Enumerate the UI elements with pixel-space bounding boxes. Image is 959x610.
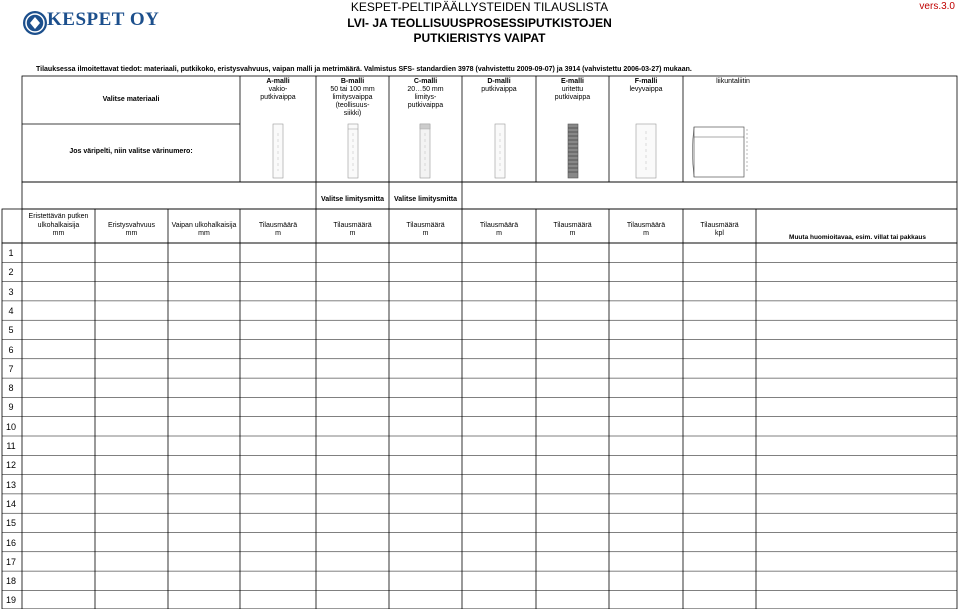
order-cell[interactable]: [609, 475, 683, 494]
order-cell[interactable]: [683, 262, 756, 281]
model-c-desc-2: limitys-: [414, 94, 437, 101]
order-cell[interactable]: [389, 301, 462, 320]
row-number: 18: [5, 576, 16, 587]
order-cell[interactable]: [462, 494, 536, 513]
order-cell[interactable]: [316, 571, 389, 590]
order-cell[interactable]: [683, 571, 756, 590]
order-cell[interactable]: [609, 320, 683, 339]
order-cell[interactable]: [168, 590, 240, 609]
order-cell[interactable]: [22, 320, 95, 339]
order-cell[interactable]: [683, 301, 756, 320]
order-cell[interactable]: [95, 436, 168, 455]
material-label: Valitse materiaali: [102, 96, 160, 103]
order-cell[interactable]: [536, 262, 609, 281]
model-c-desc-3: putkivaippa: [407, 102, 444, 109]
row-number: 5: [8, 325, 14, 336]
model-d-name: D-malli: [487, 78, 511, 85]
order-cell[interactable]: [536, 340, 609, 359]
order-cell[interactable]: [536, 320, 609, 339]
order-cell[interactable]: [536, 436, 609, 455]
order-cell[interactable]: [316, 494, 389, 513]
order-cell[interactable]: [536, 243, 609, 262]
order-cell[interactable]: [462, 590, 536, 609]
model-e-name: E-malli: [561, 78, 584, 85]
column-header-6-l3: m: [422, 230, 429, 237]
order-cell[interactable]: [168, 533, 240, 552]
order-cell[interactable]: [95, 282, 168, 301]
order-cell[interactable]: [536, 282, 609, 301]
order-cell[interactable]: [316, 378, 389, 397]
remarks-cell[interactable]: [756, 455, 957, 474]
order-cell[interactable]: [168, 397, 240, 416]
expansion-joint-icon: [690, 123, 752, 179]
order-cell[interactable]: [536, 533, 609, 552]
model-e-corrugated-pipe-icon: [565, 123, 581, 179]
order-cell[interactable]: [609, 378, 683, 397]
order-cell[interactable]: [536, 475, 609, 494]
order-cell[interactable]: [22, 513, 95, 532]
order-cell[interactable]: [316, 417, 389, 436]
order-cell[interactable]: [240, 552, 316, 571]
order-cell[interactable]: [95, 513, 168, 532]
order-cell[interactable]: [22, 397, 95, 416]
model-c-pipe-icon: [417, 123, 433, 179]
model-f-name: F-malli: [634, 78, 658, 85]
row-number: 7: [8, 363, 14, 374]
order-cell[interactable]: [462, 340, 536, 359]
order-cell[interactable]: [240, 494, 316, 513]
order-cell[interactable]: [316, 359, 389, 378]
remarks-cell[interactable]: [756, 397, 957, 416]
column-header-1-l2: ulkohalkaisija: [37, 221, 80, 229]
order-cell[interactable]: [609, 513, 683, 532]
remarks-cell[interactable]: [756, 494, 957, 513]
order-cell[interactable]: [389, 262, 462, 281]
order-cell[interactable]: [609, 340, 683, 359]
order-cell[interactable]: [22, 243, 95, 262]
order-cell[interactable]: [316, 282, 389, 301]
model-a-desc-1: vakio-: [268, 86, 288, 93]
order-cell[interactable]: [683, 282, 756, 301]
order-cell[interactable]: [316, 513, 389, 532]
column-header-9-l2: Tilausmäärä: [626, 221, 666, 229]
order-cell[interactable]: [95, 590, 168, 609]
page-subtitle-1: LVI- JA TEOLLISUUSPROSESSIPUTKISTOJEN: [347, 16, 612, 30]
order-cell[interactable]: [240, 243, 316, 262]
order-cell[interactable]: [240, 301, 316, 320]
order-cell[interactable]: [609, 455, 683, 474]
order-cell[interactable]: [389, 282, 462, 301]
order-cell[interactable]: [22, 417, 95, 436]
order-cell[interactable]: [95, 243, 168, 262]
order-cell[interactable]: [683, 340, 756, 359]
row-number: 15: [5, 518, 16, 529]
model-e-desc-1: uritettu: [561, 86, 584, 93]
order-cell[interactable]: [683, 513, 756, 532]
order-cell[interactable]: [240, 417, 316, 436]
order-cell[interactable]: [462, 320, 536, 339]
column-header-1-l3: mm: [52, 230, 65, 237]
order-cell[interactable]: [22, 494, 95, 513]
order-cell[interactable]: [462, 282, 536, 301]
model-c-name: C-malli: [413, 78, 438, 85]
order-cell[interactable]: [22, 301, 95, 320]
order-instructions: Tilauksessa ilmoitettavat tiedot: materiaali, putkikoko, eristysvahvuus, vaipan malli ja metrimäärä. Valmistus SFS- standardien 3978 (vahvistettu 2009-09-07) ja 3914 (vahvistettu 2006-03-27) mukaan.: [36, 66, 692, 73]
remarks-cell[interactable]: [756, 475, 957, 494]
row-number: 6: [8, 344, 14, 355]
order-cell[interactable]: [683, 378, 756, 397]
order-cell[interactable]: [389, 513, 462, 532]
order-cell[interactable]: [22, 436, 95, 455]
order-cell[interactable]: [240, 340, 316, 359]
column-header-5-l2: Tilausmäärä: [333, 221, 372, 229]
order-cell[interactable]: [95, 378, 168, 397]
order-cell[interactable]: [168, 301, 240, 320]
order-cell[interactable]: [95, 301, 168, 320]
row-number: 8: [8, 383, 14, 394]
order-cell[interactable]: [536, 455, 609, 474]
row-number: 12: [5, 460, 16, 471]
order-cell[interactable]: [95, 340, 168, 359]
order-cell[interactable]: [240, 513, 316, 532]
order-cell[interactable]: [240, 378, 316, 397]
order-cell[interactable]: [536, 359, 609, 378]
order-cell[interactable]: [462, 571, 536, 590]
order-cell[interactable]: [168, 436, 240, 455]
order-cell[interactable]: [316, 475, 389, 494]
order-cell[interactable]: [389, 475, 462, 494]
order-cell[interactable]: [609, 397, 683, 416]
order-cell[interactable]: [95, 552, 168, 571]
column-header-8-l2: Tilausmäärä: [553, 221, 592, 229]
model-a-desc-2: putkivaippa: [260, 94, 296, 101]
order-cell[interactable]: [536, 397, 609, 416]
row-number: 19: [5, 595, 16, 606]
order-cell[interactable]: [389, 436, 462, 455]
order-cell[interactable]: [95, 533, 168, 552]
color-number-select[interactable]: [22, 124, 240, 182]
column-header-10-l3: kpl: [715, 230, 724, 237]
order-cell[interactable]: [389, 378, 462, 397]
order-cell[interactable]: [609, 359, 683, 378]
order-cell[interactable]: [683, 359, 756, 378]
order-cell[interactable]: [536, 301, 609, 320]
row-number: 13: [5, 479, 16, 490]
remarks-cell[interactable]: [756, 417, 957, 436]
column-header-1-l1: Eristettävän putken: [28, 213, 89, 220]
overlap-select-b-label: Valitse limitysmitta: [320, 196, 385, 203]
order-cell[interactable]: [683, 455, 756, 474]
order-cell[interactable]: [95, 494, 168, 513]
row-number: 14: [5, 498, 16, 509]
color-label: Jos väripelti, niin valitse värinumero:: [69, 148, 193, 155]
column-header-3-l3: mm: [198, 230, 210, 237]
column-header-4-l2: Tilausmäärä: [258, 221, 298, 229]
model-d-pipe-icon: [492, 123, 508, 179]
row-number: 4: [8, 305, 14, 316]
overlap-select-c-label: Valitse limitysmitta: [393, 196, 458, 203]
overlap-select-b[interactable]: [316, 182, 389, 209]
order-cell[interactable]: [536, 590, 609, 609]
order-cell[interactable]: [240, 262, 316, 281]
order-cell[interactable]: [462, 475, 536, 494]
order-cell[interactable]: [22, 455, 95, 474]
order-cell[interactable]: [609, 436, 683, 455]
column-header-3-l2: Vaipan ulkohalkaisija: [171, 221, 237, 229]
order-cell[interactable]: [683, 243, 756, 262]
order-cell[interactable]: [22, 475, 95, 494]
order-cell[interactable]: [462, 301, 536, 320]
order-cell[interactable]: [240, 475, 316, 494]
remarks-cell[interactable]: [756, 590, 957, 609]
remarks-cell[interactable]: [756, 340, 957, 359]
order-cell[interactable]: [316, 455, 389, 474]
order-cell[interactable]: [462, 262, 536, 281]
order-cell[interactable]: [462, 436, 536, 455]
remarks-cell[interactable]: [756, 243, 957, 262]
order-cell[interactable]: [609, 417, 683, 436]
logo-text: KESPET OY: [47, 9, 160, 30]
order-cell[interactable]: [22, 282, 95, 301]
overlap-select-c[interactable]: [389, 182, 462, 209]
order-cell[interactable]: [389, 340, 462, 359]
column-header-10-l2: Tilausmäärä: [700, 221, 739, 229]
column-header-2-l2: Eristysvahvuus: [107, 221, 156, 229]
order-cell[interactable]: [316, 301, 389, 320]
column-header-7-l2: Tilausmäärä: [479, 221, 519, 229]
order-cell[interactable]: [683, 552, 756, 571]
order-cell[interactable]: [316, 436, 389, 455]
model-b-desc-3: (teollisuus-: [335, 102, 370, 109]
row-number: 1: [8, 248, 14, 258]
row-number: 9: [8, 402, 14, 413]
remarks-cell[interactable]: [756, 378, 957, 397]
model-f-sheet-icon: [634, 123, 658, 179]
order-cell[interactable]: [22, 533, 95, 552]
order-cell[interactable]: [316, 262, 389, 281]
order-cell[interactable]: [462, 455, 536, 474]
order-cell[interactable]: [316, 590, 389, 609]
order-cell[interactable]: [462, 397, 536, 416]
order-cell[interactable]: [609, 262, 683, 281]
order-cell[interactable]: [168, 552, 240, 571]
order-cell[interactable]: [683, 475, 756, 494]
order-cell[interactable]: [462, 359, 536, 378]
model-a-pipe-icon: [270, 123, 286, 179]
order-cell[interactable]: [389, 494, 462, 513]
order-cell[interactable]: [240, 397, 316, 416]
order-cell[interactable]: [536, 494, 609, 513]
row-number: 2: [8, 267, 14, 278]
order-cell[interactable]: [462, 417, 536, 436]
row-number: 11: [6, 441, 16, 451]
order-cell[interactable]: [316, 533, 389, 552]
order-cell[interactable]: [389, 455, 462, 474]
order-cell[interactable]: [462, 513, 536, 532]
order-cell[interactable]: [536, 513, 609, 532]
order-cell[interactable]: [316, 243, 389, 262]
order-cell[interactable]: [609, 494, 683, 513]
order-cell[interactable]: [22, 590, 95, 609]
order-cell[interactable]: [240, 533, 316, 552]
order-cell[interactable]: [609, 552, 683, 571]
remarks-header: Muuta huomioitavaa, esim. villat tai pakkaus: [789, 234, 926, 241]
order-cell[interactable]: [95, 359, 168, 378]
remarks-cell[interactable]: [756, 262, 957, 281]
row-number: 17: [5, 556, 16, 567]
column-header-8-l3: m: [569, 230, 576, 237]
model-b-pipe-icon: [345, 123, 361, 179]
order-cell[interactable]: [389, 590, 462, 609]
order-cell[interactable]: [683, 436, 756, 455]
page-subtitle-2: PUTKIERISTYS VAIPAT: [413, 31, 546, 45]
order-cell[interactable]: [95, 455, 168, 474]
order-cell[interactable]: [240, 571, 316, 590]
order-cell[interactable]: [22, 378, 95, 397]
order-cell[interactable]: [240, 436, 316, 455]
remarks-cell[interactable]: [756, 533, 957, 552]
order-cell[interactable]: [168, 359, 240, 378]
column-header-5-l3: m: [349, 230, 356, 237]
order-cell[interactable]: [683, 320, 756, 339]
order-cell[interactable]: [240, 359, 316, 378]
model-f-desc-1: levyvaippa: [629, 86, 663, 93]
order-cell[interactable]: [389, 417, 462, 436]
order-cell[interactable]: [462, 243, 536, 262]
order-cell[interactable]: [683, 494, 756, 513]
order-cell[interactable]: [168, 455, 240, 474]
version-label: vers.3.0: [919, 1, 955, 12]
order-cell[interactable]: [683, 397, 756, 416]
order-cell[interactable]: [168, 243, 240, 262]
remarks-cell[interactable]: [756, 359, 957, 378]
order-cell[interactable]: [609, 243, 683, 262]
order-cell[interactable]: [240, 320, 316, 339]
order-cell[interactable]: [168, 320, 240, 339]
order-cell[interactable]: [389, 533, 462, 552]
column-header-7-l3: m: [496, 230, 502, 237]
model-d-desc-1: putkivaippa: [481, 86, 517, 93]
order-cell[interactable]: [536, 552, 609, 571]
order-cell[interactable]: [168, 378, 240, 397]
order-cell[interactable]: [683, 533, 756, 552]
remarks-cell[interactable]: [756, 571, 957, 590]
order-cell[interactable]: [389, 320, 462, 339]
order-cell[interactable]: [609, 301, 683, 320]
order-cell[interactable]: [683, 590, 756, 609]
order-cell[interactable]: [22, 262, 95, 281]
model-b-name: B-malli: [340, 78, 365, 85]
order-cell[interactable]: [95, 475, 168, 494]
order-cell[interactable]: [536, 571, 609, 590]
remarks-cell[interactable]: [756, 282, 957, 301]
expansion-joint-name: liikuntaliitin: [716, 78, 750, 85]
model-c-desc-1: 20…50 mm: [407, 86, 444, 93]
model-b-desc-1: 50 tai 100 mm: [330, 86, 375, 93]
order-cell[interactable]: [462, 378, 536, 397]
order-cell[interactable]: [389, 571, 462, 590]
order-cell[interactable]: [240, 455, 316, 474]
order-cell[interactable]: [168, 340, 240, 359]
row-number: 10: [5, 421, 16, 432]
order-cell[interactable]: [22, 552, 95, 571]
remarks-cell[interactable]: [756, 301, 957, 320]
order-cell[interactable]: [683, 417, 756, 436]
order-cell[interactable]: [168, 494, 240, 513]
model-e-desc-2: putkivaippa: [554, 94, 591, 101]
order-cell[interactable]: [389, 552, 462, 571]
order-cell[interactable]: [22, 571, 95, 590]
page-title: KESPET-PELTIPÄÄLLYSTEIDEN TILAUSLISTA: [350, 0, 609, 14]
order-cell[interactable]: [609, 590, 683, 609]
order-cell[interactable]: [240, 590, 316, 609]
order-cell[interactable]: [168, 513, 240, 532]
order-cell[interactable]: [316, 340, 389, 359]
column-header-9-l3: m: [643, 230, 649, 237]
order-cell[interactable]: [168, 417, 240, 436]
order-cell[interactable]: [95, 320, 168, 339]
column-header-2-l3: mm: [125, 230, 138, 237]
order-cell[interactable]: [389, 397, 462, 416]
row-number: 16: [5, 537, 16, 548]
order-cell[interactable]: [95, 262, 168, 281]
order-cell[interactable]: [536, 417, 609, 436]
order-cell[interactable]: [95, 417, 168, 436]
order-cell[interactable]: [389, 243, 462, 262]
column-header-6-l2: Tilausmäärä: [406, 221, 445, 229]
model-b-desc-4: siikki): [343, 110, 362, 117]
order-cell[interactable]: [168, 475, 240, 494]
model-b-desc-2: limitysvaippa: [332, 94, 373, 101]
order-cell[interactable]: [316, 552, 389, 571]
column-header-4-l3: m: [275, 230, 281, 237]
remarks-cell[interactable]: [756, 436, 957, 455]
order-cell[interactable]: [95, 397, 168, 416]
order-cell[interactable]: [462, 533, 536, 552]
remarks-cell[interactable]: [756, 513, 957, 532]
order-cell[interactable]: [316, 397, 389, 416]
order-cell[interactable]: [95, 571, 168, 590]
order-cell[interactable]: [462, 552, 536, 571]
material-select[interactable]: [22, 76, 240, 124]
order-cell[interactable]: [609, 282, 683, 301]
order-cell[interactable]: [168, 282, 240, 301]
order-cell[interactable]: [316, 320, 389, 339]
order-cell[interactable]: [22, 340, 95, 359]
order-cell[interactable]: [240, 282, 316, 301]
remarks-cell[interactable]: [756, 552, 957, 571]
row-number: 3: [8, 286, 14, 297]
model-a-name: A-malli: [266, 78, 290, 85]
order-cell[interactable]: [609, 571, 683, 590]
order-cell[interactable]: [609, 533, 683, 552]
order-cell[interactable]: [536, 378, 609, 397]
order-cell[interactable]: [168, 262, 240, 281]
order-cell[interactable]: [22, 359, 95, 378]
remarks-cell[interactable]: [756, 320, 957, 339]
order-cell[interactable]: [168, 571, 240, 590]
order-cell[interactable]: [389, 359, 462, 378]
